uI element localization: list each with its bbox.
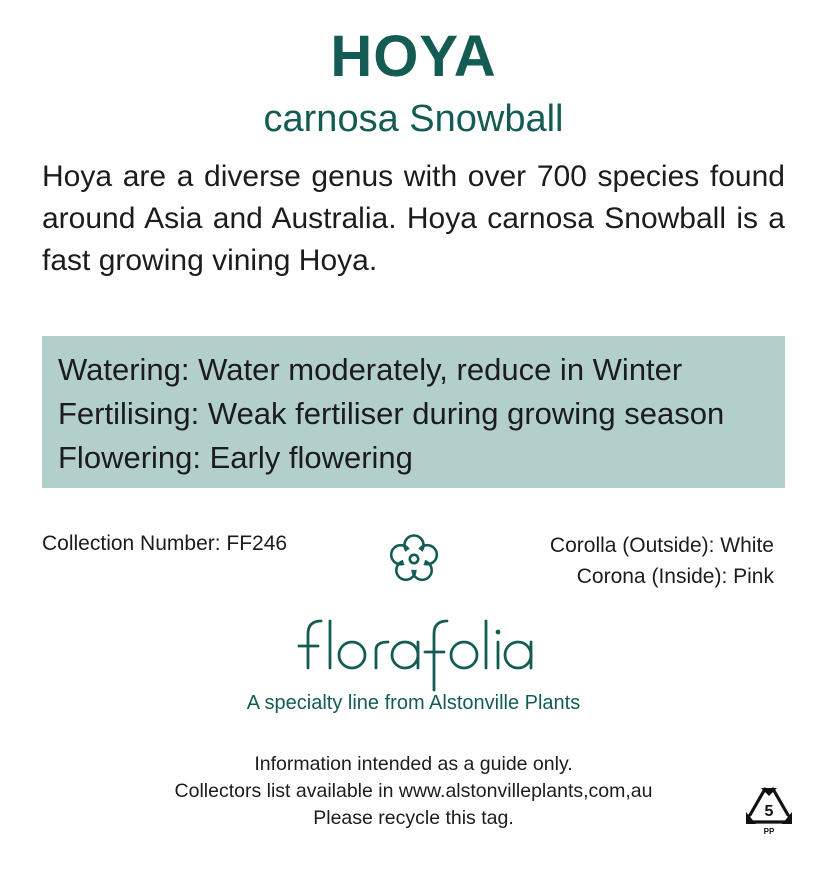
footer-disclaimer: Information intended as a guide only.	[254, 753, 573, 775]
recycle-pp5-icon	[744, 784, 794, 836]
footer-notes	[0, 751, 827, 832]
footer-recycle-note: Please recycle this tag.	[313, 807, 514, 829]
corona-colour: Corona (Inside): Pink	[576, 565, 774, 588]
florafolia-logo	[290, 612, 540, 692]
corolla-colour: Corolla (Outside): White	[549, 534, 774, 557]
flowering-instruction: Flowering: Early flowering	[58, 440, 413, 475]
watering-instruction: Watering: Water moderately, reduce in Winter	[58, 352, 683, 387]
fertilising-instruction: Fertilising: Weak fertiliser during growing season	[58, 396, 725, 431]
recycle-number: 5	[764, 803, 774, 820]
recycle-code: PP	[763, 827, 775, 836]
footer-website: Collectors list available in www.alstonvilleplants,com,au	[174, 780, 653, 802]
flower-icon	[386, 531, 442, 587]
product-subtitle: carnosa Snowball	[263, 98, 564, 140]
brand-tagline: A specialty line from Alstonville Plants	[246, 692, 581, 714]
collection-number: Collection Number: FF246	[42, 532, 288, 555]
product-title: HOYA	[330, 24, 497, 89]
product-description: Hoya are a diverse genus with over 700 species found around Asia and Australia. Hoya carnosa Snowball is a fast growing vining Hoya.	[42, 160, 785, 277]
flower-colours	[550, 530, 774, 592]
care-instructions-box	[42, 336, 785, 488]
